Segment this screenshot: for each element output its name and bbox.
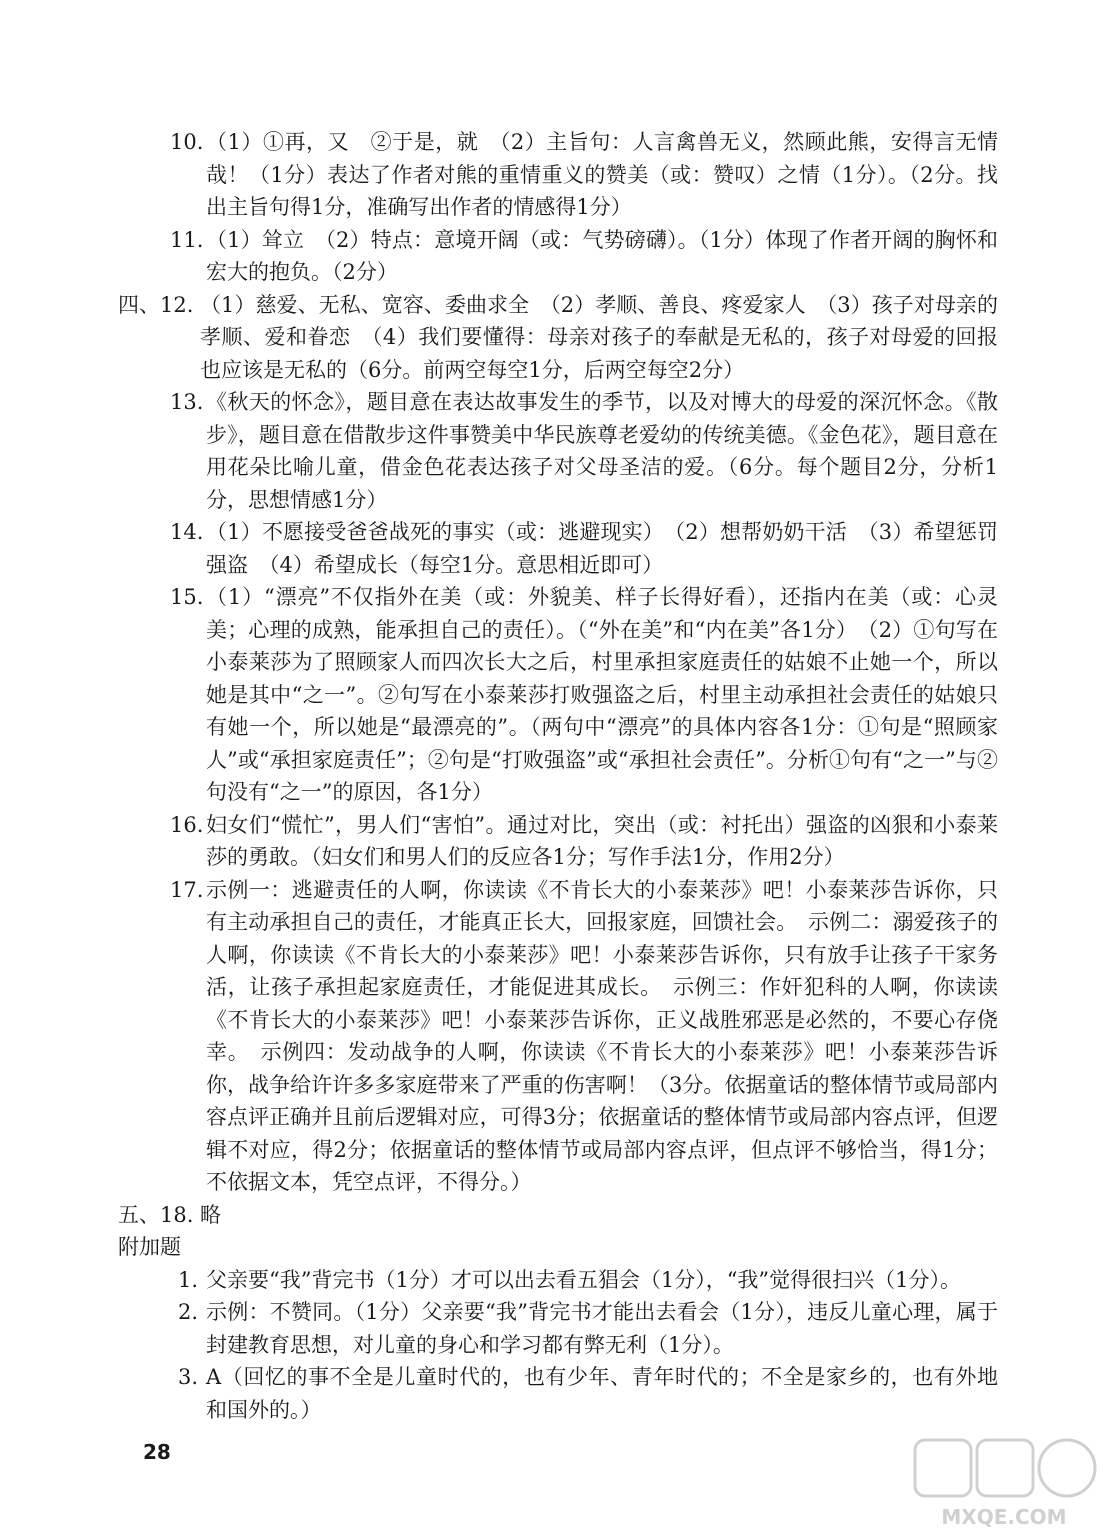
answer-item-11 [118, 224, 998, 289]
item-number: 1. [178, 1267, 199, 1292]
item-number: 3. [178, 1365, 199, 1389]
item-number: 四、12. [118, 292, 194, 317]
item-number: 13. [170, 390, 204, 414]
page-number: 28 [143, 1440, 171, 1464]
extra-item-3 [118, 1361, 998, 1426]
extra-section-title: 附加题 [118, 1235, 181, 1259]
answer-item-17 [118, 874, 998, 1199]
item-text: 《秋天的怀念》，题目意在表达故事发生的季节，以及对博大的母爱的深沉怀念。《散步》，题目意在借散步这件事赞美中华民族尊老爱幼的传统美德。《金色花》，题目意在用花朵比喻儿童，借金色花表达孩子对父母圣洁的爱。（6分。每个题目2分，分析1分，思想情感1分） [206, 390, 998, 512]
watermark-url: MXQE.COM [941, 1505, 1067, 1529]
item-number: 16. [170, 812, 204, 837]
item-text: 示例一：逃避责任的人啊，你读读《不肯长大的小泰莱莎》吧！小泰莱莎告诉你，只有主动承担自己的责任，才能真正长大，回报家庭，回馈社会。 示例二：溺爱孩子的人啊，你读读《不肯长大的小泰莱莎》吧！小泰莱莎告诉你，只有放手让孩子干家务活，让孩子承担起家庭责任，才能促进其成长。 示例三：作奸犯科的人啊，你读读《不肯长大的小泰莱莎》吧！小泰莱莎告诉你，正义战胜邪恶是必然的，不要心存侥幸。 示例四：发动战争的人啊，你读读《不肯长大的小泰莱莎》吧！小泰莱莎告诉你，战争给许许多多家庭带来了严重的伤害啊！（3分。依据童话的整体情节或局部内容点评正确并且前后逻辑对应，可得3分；依据童话的整体情节或局部内容点评，但逻辑不对应，得2分；依据童话的整体情节或局部内容点评，但点评不够恰当，得1分；不依据文本，凭空点评，不得分。） [206, 877, 998, 1194]
item-text: A（回忆的事不全是儿童时代的，也有少年、青年时代的；不全是家乡的，也有外地和国外的。） [206, 1365, 998, 1422]
item-text: （1）不愿接受爸爸战死的事实（或：逃避现实） （2）想帮奶奶干活 （3）希望惩罚强盗 （4）希望成长（每空1分。意思相近即可） [206, 520, 998, 577]
watermark-logo [909, 1432, 1099, 1532]
item-text: 妇女们“慌忙”，男人们“害怕”。通过对比，突出（或：衬托出）强盗的凶狠和小泰莱莎的勇敢。（妇女们和男人们的反应各1分；写作手法1分，作用2分） [206, 812, 998, 869]
item-number: 15. [170, 585, 204, 609]
item-number: 2. [178, 1300, 199, 1324]
item-text: 示例：不赞同。（1分）父亲要“我”背完书才能出去看会（1分），违反儿童心理，属于封建教育思想，对儿童的身心和学习都有弊无利（1分）。 [206, 1300, 998, 1357]
item-text: 父亲要“我”背完书（1分）才可以出去看五猖会（1分），“我”觉得很扫兴（1分）。 [206, 1267, 962, 1292]
answer-item-10 [118, 126, 998, 224]
answer-item-14 [118, 516, 998, 581]
answer-item-13 [118, 386, 998, 516]
item-text: 略 [200, 1202, 221, 1227]
item-text: （1）慈爱、无私、宽容、委曲求全 （2）孝顺、善良、疼爱家人 （3）孩子对母亲的孝顺、爱和眷恋 （4）我们要懂得：母亲对孩子的奉献是无私的，孩子对母爱的回报也应该是无私的（6分。前两空每空1分，后两空每空2分） [200, 292, 998, 382]
item-text: （1）“漂亮”不仅指外在美（或：外貌美、样子长得好看），还指内在美（或：心灵美；心理的成熟，能承担自己的责任）。（“外在美”和“内在美”各1分） （2）①句写在小泰莱莎为了照顾家人而四次长大之后，村里承担家庭责任的姑娘不止她一个，所以她是其中“之一”。②句写在小泰莱莎打败强盗之后，村里主动承担社会责任的姑娘只有她一个，所以她是“最漂亮的”。（两句中“漂亮”的具体内容各1分：①句是“照顾家人”或“承担家庭责任”；②句是“打败强盗”或“承担社会责任”。分析①句有“之一”与②句没有“之一”的原因，各1分） [206, 585, 998, 804]
answer-item-18 [118, 1199, 998, 1232]
answer-item-16 [118, 809, 998, 874]
item-number: 17. [170, 877, 204, 902]
extra-item-2 [118, 1296, 998, 1361]
item-text: （1）①再，又 ②于是，就 （2）主旨句：人言禽兽无义，然顾此熊，安得言无情哉！（1分）表达了作者对熊的重情重义的赞美（或：赞叹）之情（1分）。（2分。找出主旨句得1分，准确写出作者的情感得1分） [206, 130, 998, 219]
item-number: 14. [170, 520, 204, 544]
answer-item-12 [118, 289, 998, 387]
item-text: （1）耸立 （2）特点：意境开阔（或：气势磅礴）。（1分）体现了作者开阔的胸怀和宏大的抱负。（2分） [206, 227, 998, 284]
item-number: 11. [170, 227, 204, 252]
answer-item-15 [118, 581, 998, 809]
item-number: 五、18. [118, 1202, 194, 1227]
extra-item-1 [118, 1264, 998, 1297]
item-number: 10. [170, 130, 204, 154]
answer-content [118, 126, 998, 1426]
